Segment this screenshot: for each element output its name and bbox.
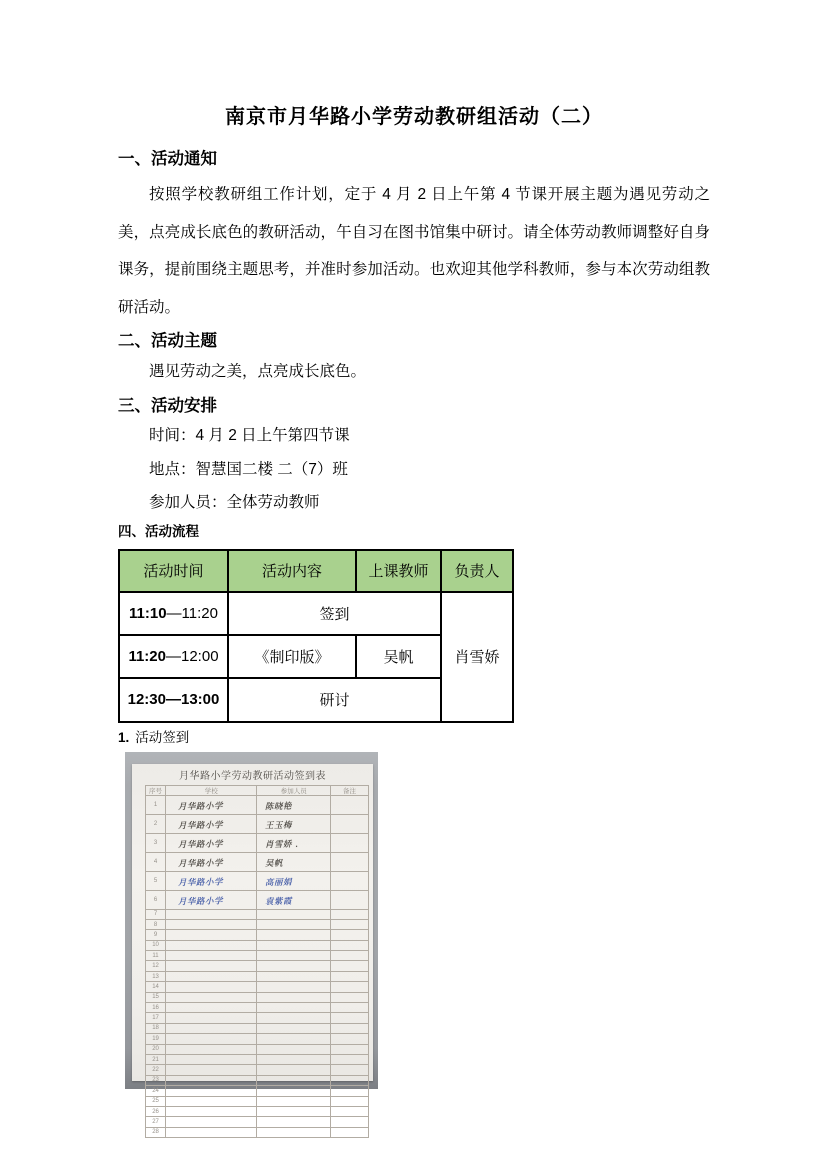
sheet-row-number: 19 (146, 1034, 166, 1044)
sheet-participant-cell (257, 871, 331, 890)
sheet-note-cell (331, 961, 369, 971)
sheet-row-number: 1 (146, 795, 166, 814)
sheet-note-cell (331, 1044, 369, 1054)
sheet-school-cell (166, 1003, 257, 1013)
sheet-note-cell (331, 1106, 369, 1116)
sheet-row-number: 13 (146, 971, 166, 981)
sheet-row (146, 852, 369, 871)
notice-paragraph: 按照学校教研组工作计划，定于 4 月 2 日上午第 4 节课开展主题为遇见劳动之美，点亮成长底色的教研活动，午自习在图书馆集中研讨。请全体劳动教师调整好自身课务，提前围绕主题思考，并准时参加活动。也欢迎其他学科教师，参与本次劳动组教研活动。 (118, 186, 710, 316)
sheet-row (146, 1127, 369, 1137)
sheet-row (146, 1117, 369, 1127)
sheet-school-cell (166, 1013, 257, 1023)
sheet-note-cell (331, 795, 369, 814)
sheet-school-cell (166, 1127, 257, 1137)
sheet-note-cell (331, 909, 369, 919)
sheet-note-cell (331, 1013, 369, 1023)
sheet-school-cell (166, 982, 257, 992)
sheet-school-cell (166, 951, 257, 961)
sheet-school-cell (166, 1106, 257, 1116)
sheet-participant-cell (257, 852, 331, 871)
sheet-note-cell (331, 1075, 369, 1085)
sheet-participant-cell (257, 833, 331, 852)
sheet-row (146, 971, 369, 981)
sheet-participant-cell (257, 795, 331, 814)
sheet-row-number: 21 (146, 1054, 166, 1064)
time-start: 11:20 (128, 647, 166, 665)
sheet-row-number: 10 (146, 940, 166, 950)
sheet-note-cell (331, 1023, 369, 1033)
sheet-row-number: 5 (146, 871, 166, 890)
handwritten-school: 月华路小学 (177, 801, 224, 812)
sheet-row (146, 814, 369, 833)
sheet-participant-cell (257, 1003, 331, 1013)
sheet-note-cell (331, 919, 369, 929)
content-cell: 研讨 (228, 678, 441, 722)
sheet-row (146, 940, 369, 950)
sheet-note-cell (331, 1127, 369, 1137)
sheet-row-number: 18 (146, 1023, 166, 1033)
signin-sheet-photo (125, 752, 378, 1136)
sheet-row (146, 909, 369, 919)
sheet-participant-cell (257, 1096, 331, 1106)
sheet-row-number: 23 (146, 1075, 166, 1085)
sheet-row-number: 15 (146, 992, 166, 1002)
handwritten-name: 吴帆 (265, 858, 284, 869)
sheet-row (146, 1023, 369, 1033)
sheet-school-cell (166, 1086, 257, 1096)
sheet-participant-cell (257, 982, 331, 992)
handwritten-school: 月华路小学 (177, 877, 224, 888)
sheet-participant-cell (257, 992, 331, 1002)
sheet-school-cell (166, 814, 257, 833)
sheet-row (146, 919, 369, 929)
sheet-participant-cell (257, 1034, 331, 1044)
sheet-school-cell (166, 1044, 257, 1054)
list-label: 活动签到 (135, 729, 190, 745)
heading-activity-process: 四、活动流程 (118, 523, 199, 539)
sheet-school-cell (166, 833, 257, 852)
sheet-row-number: 24 (146, 1086, 166, 1096)
heading-activity-arrangement: 三、活动安排 (118, 397, 217, 415)
sheet-note-cell (331, 852, 369, 871)
sheet-row-number: 3 (146, 833, 166, 852)
sheet-row-number: 17 (146, 1013, 166, 1023)
sheet-school-cell (166, 1075, 257, 1085)
time-start: 12:30—13:00 (127, 691, 220, 708)
sheet-row (146, 890, 369, 909)
sheet-school-cell (166, 1096, 257, 1106)
sheet-row (146, 1065, 369, 1075)
sheet-row (146, 1044, 369, 1054)
sheet-note-cell (331, 930, 369, 940)
sheet-row (146, 951, 369, 961)
time-end: —11:20 (166, 604, 218, 622)
sheet-row (146, 1106, 369, 1116)
content-cell: 《制印版》 (228, 635, 356, 678)
sheet-school-cell (166, 940, 257, 950)
sheet-participant-cell (257, 930, 331, 940)
sheet-row (146, 1075, 369, 1085)
handwritten-school: 月华路小学 (177, 858, 224, 869)
sheet-note-cell (331, 1086, 369, 1096)
sheet-school-cell (166, 871, 257, 890)
schedule-header-teacher: 上课教师 (356, 550, 441, 592)
schedule-header-content: 活动内容 (228, 550, 356, 592)
handwritten-school: 月华路小学 (177, 896, 224, 907)
teacher-cell: 吴帆 (356, 635, 441, 678)
sheet-participant-cell (257, 1054, 331, 1064)
sheet-row (146, 1013, 369, 1023)
sheet-school-cell (166, 992, 257, 1002)
sheet-row (146, 1096, 369, 1106)
sheet-school-cell (166, 1117, 257, 1127)
schedule-header-row (119, 550, 513, 592)
sheet-row-number: 25 (146, 1096, 166, 1106)
sheet-note-cell (331, 890, 369, 909)
theme-text: 遇见劳动之美，点亮成长底色。 (149, 363, 367, 380)
sheet-school-cell (166, 1034, 257, 1044)
sheet-school-cell (166, 1054, 257, 1064)
schedule-header-leader: 负责人 (441, 550, 513, 592)
handwritten-name: 陈晓艳 (265, 801, 293, 812)
time-start: 11:10 (129, 604, 167, 622)
sheet-row-number: 26 (146, 1106, 166, 1116)
sheet-header-school: 学校 (166, 785, 257, 795)
leader-cell: 肖雪娇 (441, 592, 513, 722)
sheet-row (146, 833, 369, 852)
sheet-participant-cell (257, 1013, 331, 1023)
content-cell: 签到 (228, 592, 441, 635)
sheet-school-cell (166, 890, 257, 909)
sheet-row-number: 8 (146, 919, 166, 929)
signin-list-item (118, 728, 710, 748)
sheet-note-cell (331, 1065, 369, 1075)
heading-activity-notice: 一、活动通知 (118, 150, 217, 168)
sheet-row-number: 11 (146, 951, 166, 961)
sheet-note-cell (331, 871, 369, 890)
sheet-row-number: 6 (146, 890, 166, 909)
sheet-row (146, 1054, 369, 1064)
time-end: —12:00 (166, 647, 219, 665)
sheet-header-no: 序号 (146, 785, 166, 795)
sheet-row (146, 930, 369, 940)
schedule-header-time: 活动时间 (119, 550, 228, 592)
sheet-note-cell (331, 982, 369, 992)
sheet-participant-cell (257, 1023, 331, 1033)
sheet-row (146, 795, 369, 814)
sheet-header-row (146, 785, 369, 795)
sheet-note-cell (331, 992, 369, 1002)
sheet-school-cell (166, 1023, 257, 1033)
sheet-participant-cell (257, 961, 331, 971)
time-cell (119, 592, 228, 635)
sheet-row (146, 1034, 369, 1044)
handwritten-school: 月华路小学 (177, 839, 224, 850)
sheet-note-cell (331, 1096, 369, 1106)
sheet-row-number: 28 (146, 1127, 166, 1137)
sheet-row (146, 1086, 369, 1096)
sheet-row-number: 22 (146, 1065, 166, 1075)
sheet-school-cell (166, 971, 257, 981)
handwritten-name: 王玉梅 (265, 820, 293, 831)
sheet-row (146, 1003, 369, 1013)
sheet-header-note: 备注 (331, 785, 369, 795)
arrangement-participants-line: 参加人员：全体劳动教师 (149, 494, 320, 511)
signin-sheet-title: 月华路小学劳动教研活动签到表 (179, 770, 326, 782)
sheet-participant-cell (257, 951, 331, 961)
sheet-note-cell (331, 971, 369, 981)
sheet-row-number: 4 (146, 852, 166, 871)
schedule-row-signin (119, 592, 513, 635)
sheet-note-cell (331, 1054, 369, 1064)
sheet-school-cell (166, 1065, 257, 1075)
sheet-participant-cell (257, 909, 331, 919)
sheet-school-cell (166, 909, 257, 919)
sheet-header-participant: 参加人员 (257, 785, 331, 795)
sheet-participant-cell (257, 1065, 331, 1075)
sheet-row-number: 2 (146, 814, 166, 833)
sheet-note-cell (331, 833, 369, 852)
sheet-note-cell (331, 951, 369, 961)
sheet-row (146, 871, 369, 890)
sheet-participant-cell (257, 1086, 331, 1096)
sheet-participant-cell (257, 814, 331, 833)
handwritten-school: 月华路小学 (177, 820, 224, 831)
sheet-participant-cell (257, 919, 331, 929)
handwritten-name: 肖雪娇 . (265, 839, 299, 850)
arrangement-place-line: 地点：智慧国二楼 二（7）班 (149, 460, 348, 478)
handwritten-name: 袁紫霞 (265, 896, 293, 907)
sheet-school-cell (166, 852, 257, 871)
sheet-school-cell (166, 930, 257, 940)
sheet-note-cell (331, 814, 369, 833)
time-cell (119, 678, 228, 722)
schedule-table (118, 549, 514, 723)
sheet-row-number: 9 (146, 930, 166, 940)
sheet-note-cell (331, 1003, 369, 1013)
sheet-row-number: 20 (146, 1044, 166, 1054)
sheet-row-number: 16 (146, 1003, 166, 1013)
sheet-row-number: 7 (146, 909, 166, 919)
sheet-participant-cell (257, 890, 331, 909)
time-cell (119, 635, 228, 678)
signin-sheet-paper (132, 764, 373, 1136)
sheet-note-cell (331, 1034, 369, 1044)
arrangement-time-line: 时间：4 月 2 日上午第四节课 (149, 427, 350, 444)
heading-activity-theme: 二、活动主题 (118, 332, 217, 350)
sheet-note-cell (331, 940, 369, 950)
sheet-row-number: 12 (146, 961, 166, 971)
sheet-row (146, 992, 369, 1002)
sheet-participant-cell (257, 1075, 331, 1085)
sheet-participant-cell (257, 1044, 331, 1054)
sheet-row-number: 14 (146, 982, 166, 992)
sheet-row (146, 982, 369, 992)
sheet-school-cell (166, 919, 257, 929)
handwritten-name: 高丽娟 (265, 877, 293, 888)
list-number: 1. (118, 729, 130, 745)
sheet-participant-cell (257, 940, 331, 950)
sheet-participant-cell (257, 1106, 331, 1116)
sheet-participant-cell (257, 1127, 331, 1137)
sheet-school-cell (166, 795, 257, 814)
sheet-participant-cell (257, 971, 331, 981)
sheet-row (146, 961, 369, 971)
sheet-row-number: 27 (146, 1117, 166, 1127)
sheet-note-cell (331, 1117, 369, 1127)
document-title: 南京市月华路小学劳动教研组活动（二） (225, 106, 603, 128)
sheet-participant-cell (257, 1117, 331, 1127)
signin-sheet-table (145, 785, 369, 1139)
sheet-school-cell (166, 961, 257, 971)
